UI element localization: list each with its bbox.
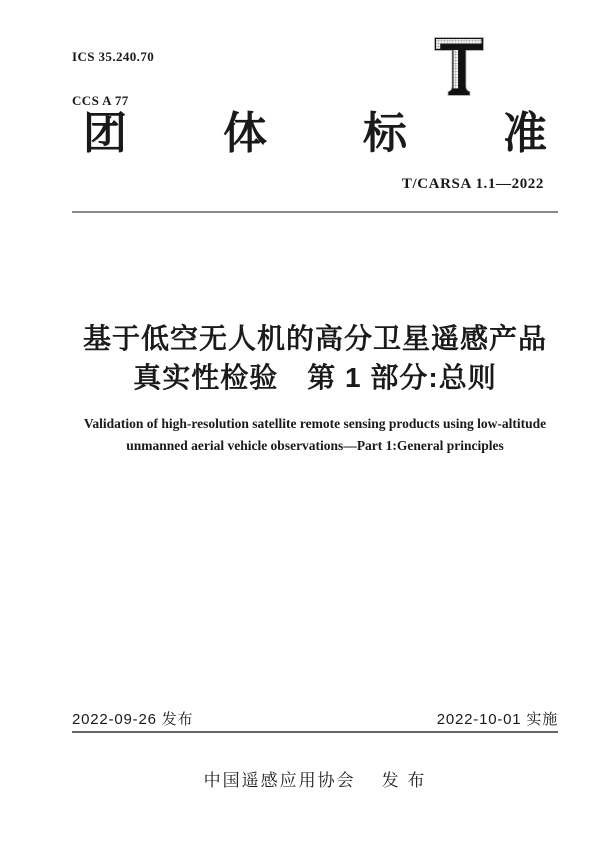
date-row — [72, 708, 558, 729]
ics-code: ICS 35.240.70 — [72, 49, 155, 64]
title-chinese-line1: 基于低空无人机的高分卫星遥感产品 — [82, 323, 547, 354]
bottom-rule — [72, 731, 558, 733]
publisher-row — [72, 766, 558, 791]
ccs-code: CCS A 77 — [72, 92, 129, 108]
implementation-date: 2022-10-01 实施 — [436, 711, 558, 728]
title-english-line2: unmanned aerial vehicle observations—Part 1:General principles — [126, 438, 504, 453]
standard-type-heading — [83, 109, 547, 158]
standard-type-char: 体 — [223, 109, 267, 158]
standard-number: T/CARSA 1.1—2022 — [401, 176, 544, 192]
publish-word: 发 布 — [381, 771, 427, 790]
publisher-name: 中国遥感应用协会 — [203, 771, 356, 790]
title-english-line1: Validation of high-resolution satellite remote sensing products using low-altitude — [83, 416, 547, 431]
release-date: 2022-09-26 发布 — [72, 711, 194, 728]
title-chinese — [72, 319, 558, 397]
top-rule — [72, 211, 558, 213]
title-english — [72, 413, 558, 457]
standard-type-char: 标 — [363, 109, 407, 158]
standard-type-char: 团 — [83, 109, 127, 158]
title-chinese-line2: 真实性检验 第 1 部分:总则 — [133, 362, 497, 393]
t-standard-logo-icon — [433, 35, 485, 97]
standard-type-char: 准 — [503, 109, 547, 158]
